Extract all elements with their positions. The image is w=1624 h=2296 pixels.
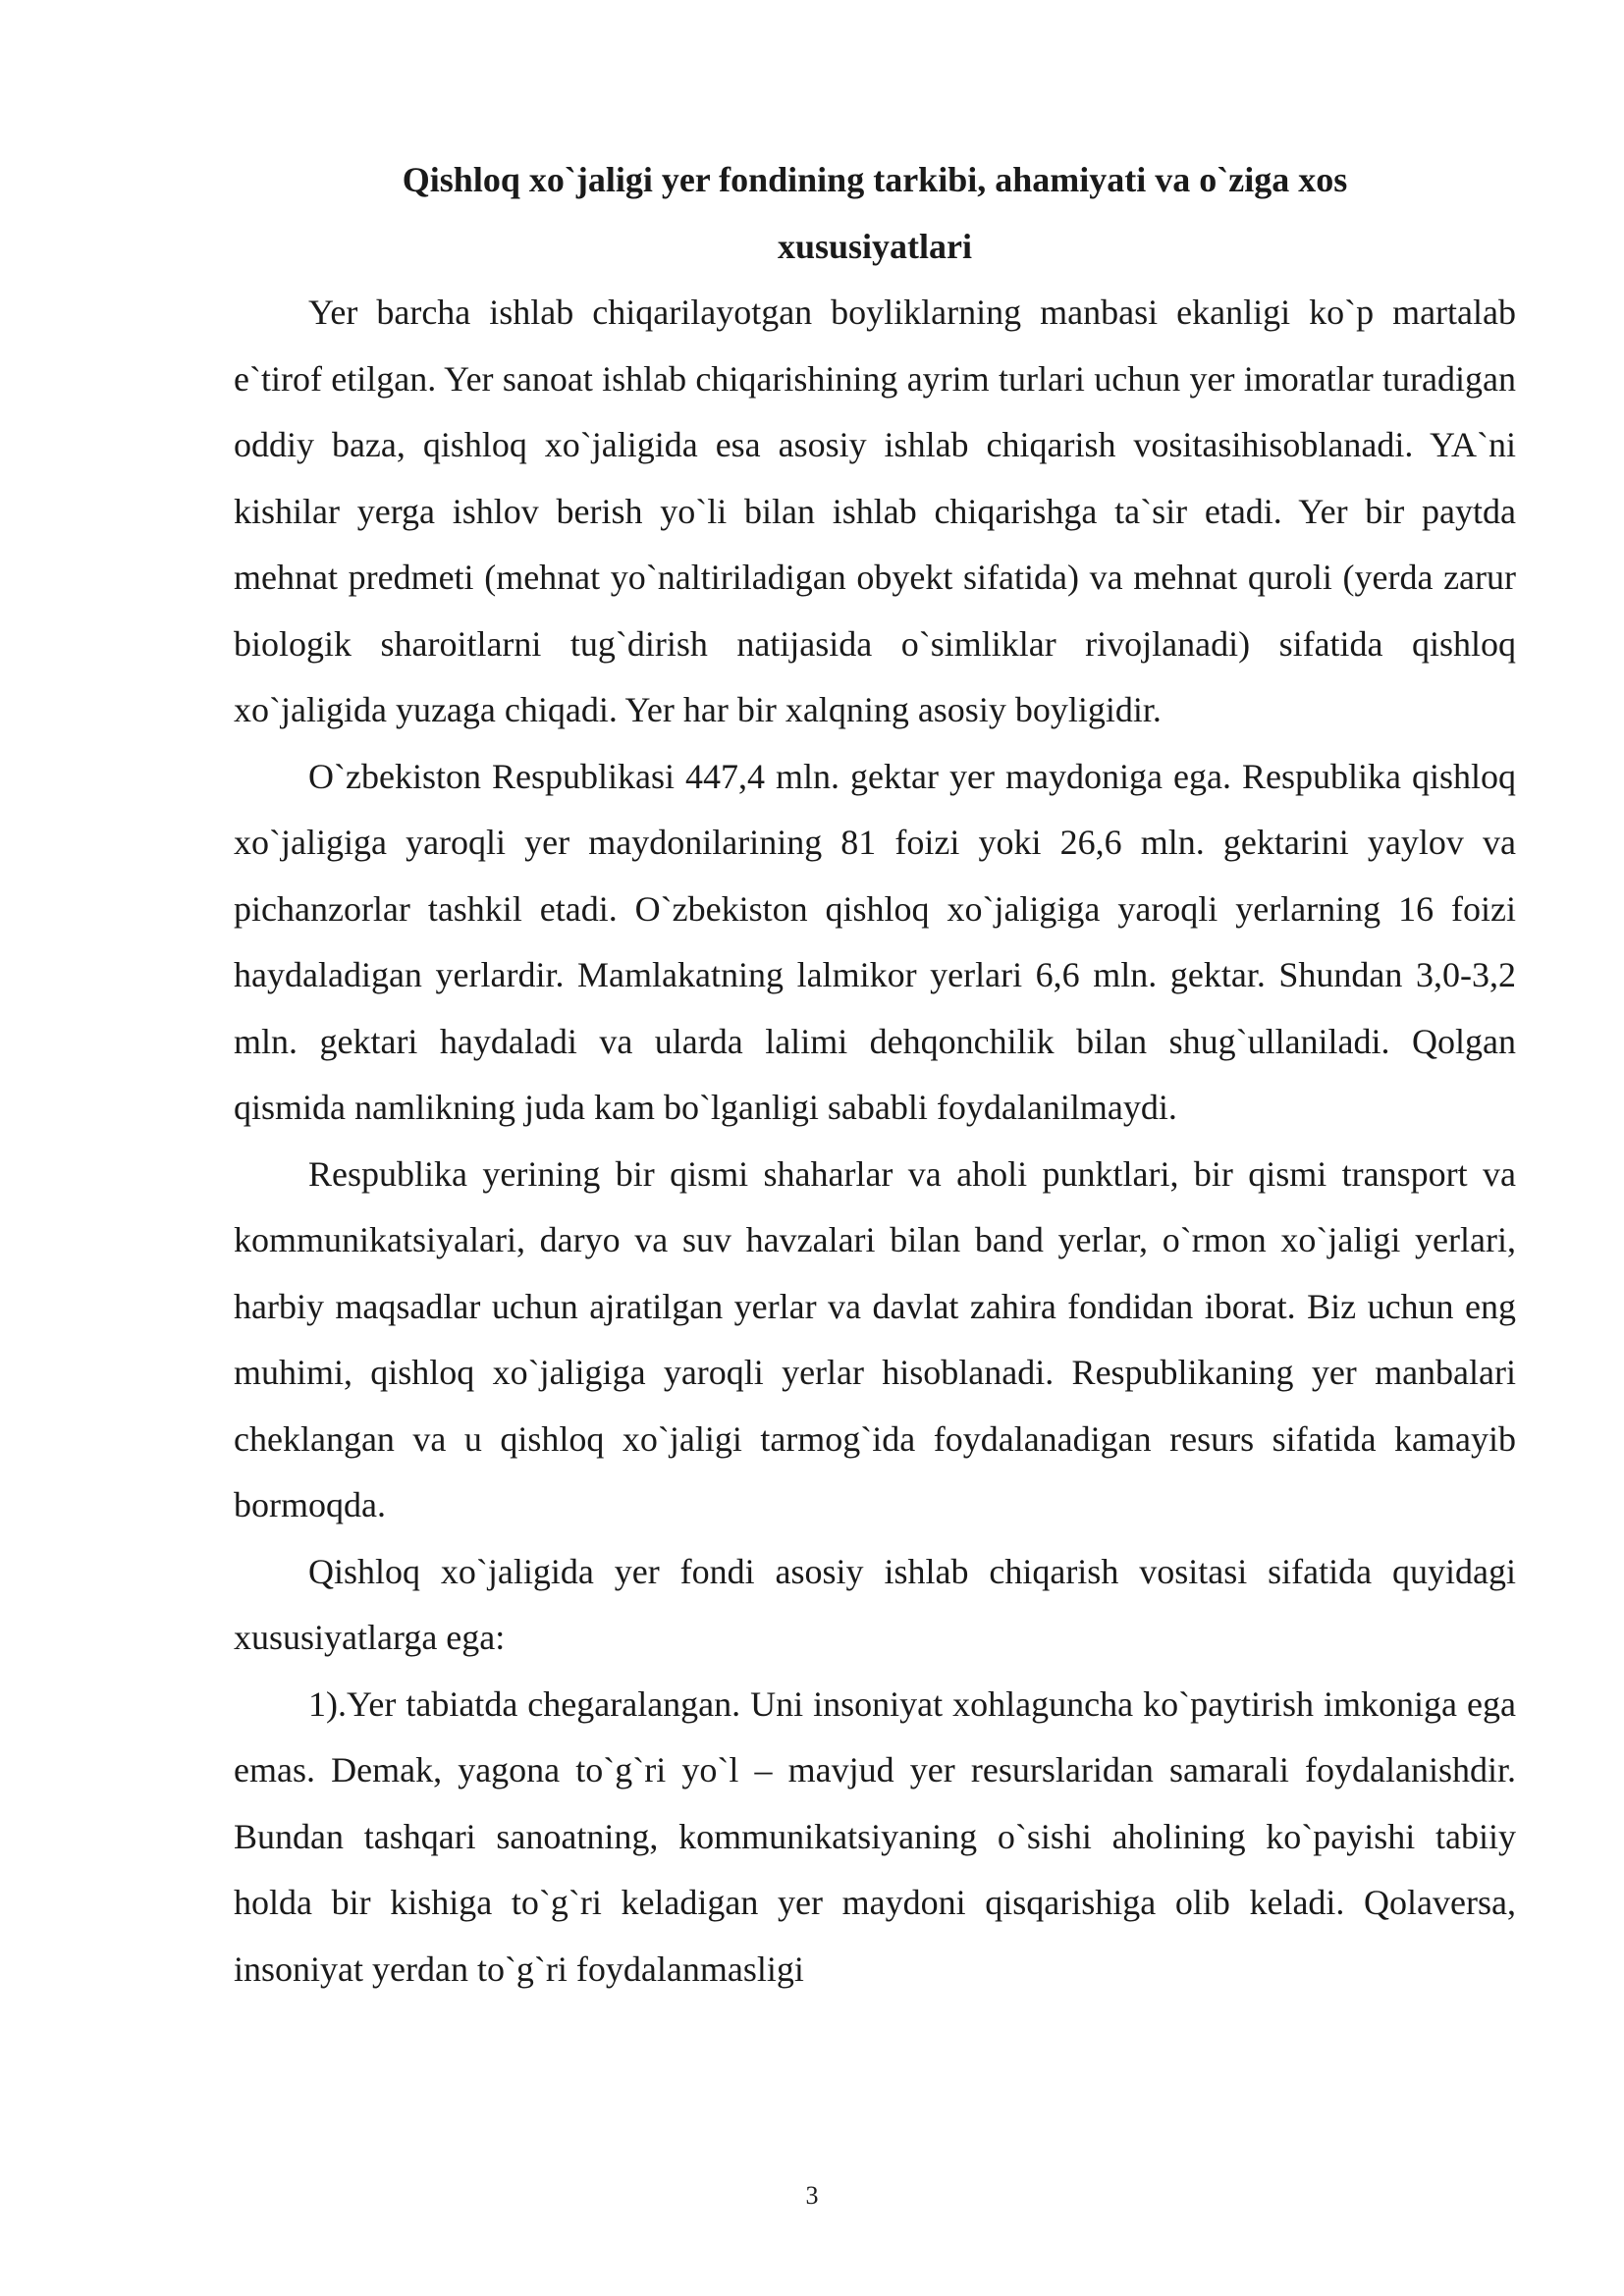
paragraph-3: Respublika yerining bir qismi shaharlar va aholi punktlari, bir qismi transport va kommunikatsiyalari, daryo va suv havzalari bilan band yerlar, o`rmon xo`jaligi yerlari, harbiy maqsadlar uchun ajratilgan yerlar va davlat zahira fondidan iborat. Biz uchun eng muhimi, qishloq xo`jaligiga yaroqli yerlar hisoblanadi. Respublikaning yer manbalari cheklangan va u qishloq xo`jaligi tarmog`ida foydalanadigan resurs sifatida kamayib bormoqda. — [234, 1153, 1516, 1524]
paragraph-1: Yer barcha ishlab chiqarilayotgan boyliklarning manbasi ekanligi ko`p martalab e`tirof etilgan. Yer sanoat ishlab chiqarishining ayrim turlari uchun yer imoratlar turadigan oddiy baza, qishloq xo`jaligida esa asosiy ishlab chiqarish vositasihisoblanadi. YA`ni kishilar yerga ishlov berish yo`li bilan ishlab chiqarishga ta`sir etadi. Yer bir paytda mehnat predmeti (mehnat yo`naltiriladigan obyekt sifatida) va mehnat quroli (yerda zarur biologik sharoitlarni tug`dirish natijasida o`simliklar rivojlanadi) sifatida qishloq xo`jaligida yuzaga chiqadi. Yer har bir xalqning asosiy boyligidir. — [234, 293, 1516, 729]
document-title — [234, 147, 1516, 280]
paragraph-2: O`zbekiston Respublikasi 447,4 mln. gektar yer maydoniga ega. Respublika qishloq xo`jaligiga yaroqli yer maydonilarining 81 foizi yoki 26,6 mln. gektarini yaylov va pichanzorlar tashkil etadi. O`zbekiston qishloq xo`jaligiga yaroqli yerlarning 16 foizi haydaladigan yerlardir. Mamlakatning lalmikor yerlari 6,6 mln. gektar. Shundan 3,0-3,2 mln. gektari haydaladi va ularda lalimi dehqonchilik bilan shug`ullaniladi. Qolgan qismida namlikning juda kam bo`lganligi sababli foydalanilmaydi. — [234, 756, 1516, 1127]
paragraph-5: 1).Yer tabiatda chegaralangan. Uni insoniyat xohlaguncha ko`paytirish imkoniga ega emas. Demak, yagona to`g`ri yo`l – mavjud yer resurslaridan samarali foydalanishdir. Bundan tashqari sanoatning, kommunikatsiyaning o`sishi aholining ko`payishi tabiiy holda bir kishiga to`g`ri keladigan yer maydoni qisqarishiga olib keladi. Qolaversa, insoniyat yerdan to`g`ri foydalanmasligi — [234, 1683, 1516, 1989]
title-line-1: Qishloq xo`jaligi yer fondining tarkibi, ahamiyati va o`ziga xos — [402, 160, 1348, 199]
paragraph-4: Qishloq xo`jaligida yer fondi asosiy ishlab chiqarish vositasi sifatida quyidagi xususiyatlarga ega: — [234, 1551, 1516, 1657]
document-page — [234, 147, 1516, 2002]
title-line-2: xususiyatlari — [777, 226, 973, 266]
page-number: 3 — [805, 2181, 819, 2210]
